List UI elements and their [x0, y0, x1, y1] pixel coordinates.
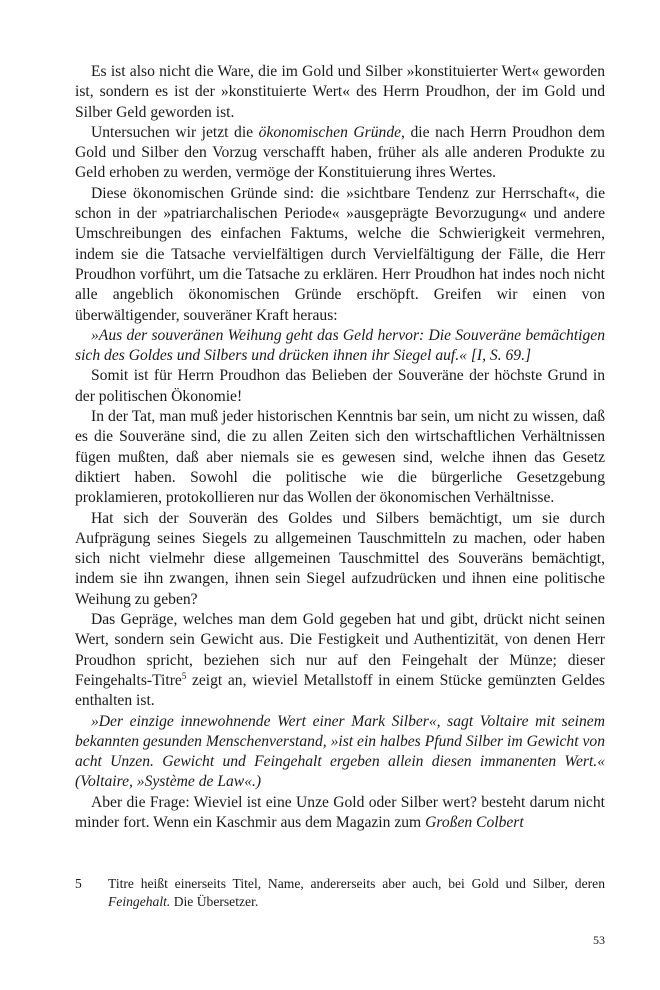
paragraph-7 [75, 610, 605, 711]
footnote-emphasis: Feingehalt. [108, 894, 171, 909]
paragraph-8-emphasis: Großen Colbert [425, 813, 524, 831]
footnote-text [108, 875, 605, 911]
paragraph-7-start: Das Gepräge, welches man dem Gold gegeben hat und gibt, drückt nicht seinen Wert, sondern sein Gewicht aus. Die Festigkeit und Authentizität, von denen Herr Proudhon spricht, beziehen sich nur auf den Feingehalt der Münze; dieser Feingehalts-Titre [75, 611, 605, 689]
main-text [75, 62, 605, 833]
footnote-reference: 5 [181, 670, 187, 681]
paragraph-5: In der Tat, man muß jeder historischen Kenntnis bar sein, um nicht zu wissen, daß es die Souveräne sind, die zu allen Zeiten sich den wirtschaftlichen Verhältnissen fügen mußten, daß aber niemals sie es gewesen sind, welche ihnen das Gesetz diktiert haben. Sowohl die politische wie die bürgerliche Gesetzgebung proklamieren, protokollieren nur das Wollen der ökonomischen Verhältnisse. [75, 408, 605, 507]
quote-2: »Der einzige innewohnende Wert einer Mark Silber«, sagt Voltaire mit seinem bekannten gesunden Menschenverstand, »ist ein halbes Pfund Silber im Gewicht von acht Unzen. Gewicht und Feingehalt ergeben allein diesen immanenten Wert.« (Voltaire, »Système de Law«.) [75, 712, 605, 791]
paragraph-2-emphasis: ökonomischen Gründe, [258, 123, 405, 141]
paragraph-4: Somit ist für Herrn Proudhon das Belieben der Souveräne der höchste Grund in der politischen Ökonomie! [75, 367, 605, 405]
page-number: 53 [593, 933, 605, 947]
paragraph-3: Diese ökonomischen Gründe sind: die »sichtbare Tendenz zur Herrschaft«, die schon in der »patriarchalischen Periode« »ausgeprägte Bevorzugung« und andere Umschreibungen des einfachen Faktums, welche die Schwierigkeit vermehren, indem sie die Tatsache vervielfältigen durch Vervielfältigung der Fälle, die Herr Proudhon vorführt, um die Tatsache zu erklären. Herr Proudhon hat indes noch nicht alle angeblich ökonomischen Gründe erschöpft. Greifen wir einen von überwältigender, souveräner Kraft heraus: [75, 184, 605, 324]
paragraph-8-start: Aber die Frage: Wieviel ist eine Unze Gold oder Silber wert? besteht darum nicht minder fort. Wenn ein Kaschmir aus dem Magazin zum [75, 793, 605, 831]
footnote [75, 875, 605, 911]
paragraph-2 [75, 123, 605, 184]
paragraph-8 [75, 793, 605, 834]
footnote-text-start: Titre heißt einerseits Titel, Name, andererseits aber auch, bei Gold und Silber, deren [108, 876, 605, 891]
paragraph-2-start: Untersuchen wir jetzt die [91, 123, 259, 141]
footnote-text-end: Die Übersetzer. [170, 894, 259, 909]
paragraph-7-end: zeigt an, wieviel Metallstoff in einem Stücke gemünzten Geldes enthalten ist. [75, 671, 605, 710]
footnote-number: 5 [75, 876, 82, 891]
paragraph-1: Es ist also nicht die Ware, die im Gold und Silber »konstituierter Wert« geworden ist, sondern es ist der »konstituierte Wert« des Herrn Proudhon, der im Gold und Silber Geld geworden ist. [75, 63, 605, 121]
paragraph-6: Hat sich der Souverän des Goldes und Silbers bemächtigt, um sie durch Aufprägung seines Siegels zu allgemeinen Tauschmitteln zu machen, oder haben sich nicht vielmehr diese allgemeinen Tauschmittel des Souveräns bemächtigt, indem sie ihn zwangen, ihnen sein Siegel aufzudrücken und ihnen eine politische Weihung zu geben? [75, 509, 605, 608]
paragraph-2-end: die nach Herrn Proudhon dem Gold und Silber den Vorzug verschafft haben, früher als alle anderen Produkte zu Geld erhoben zu werden, vermöge der Konstituierung ihres Wertes. [75, 123, 606, 182]
quote-1: »Aus der souveränen Weihung geht das Geld hervor: Die Souveräne bemächtigen sich des Goldes und Silbers und drücken ihnen ihr Siegel auf.« [I, S. 69.] [75, 326, 605, 365]
